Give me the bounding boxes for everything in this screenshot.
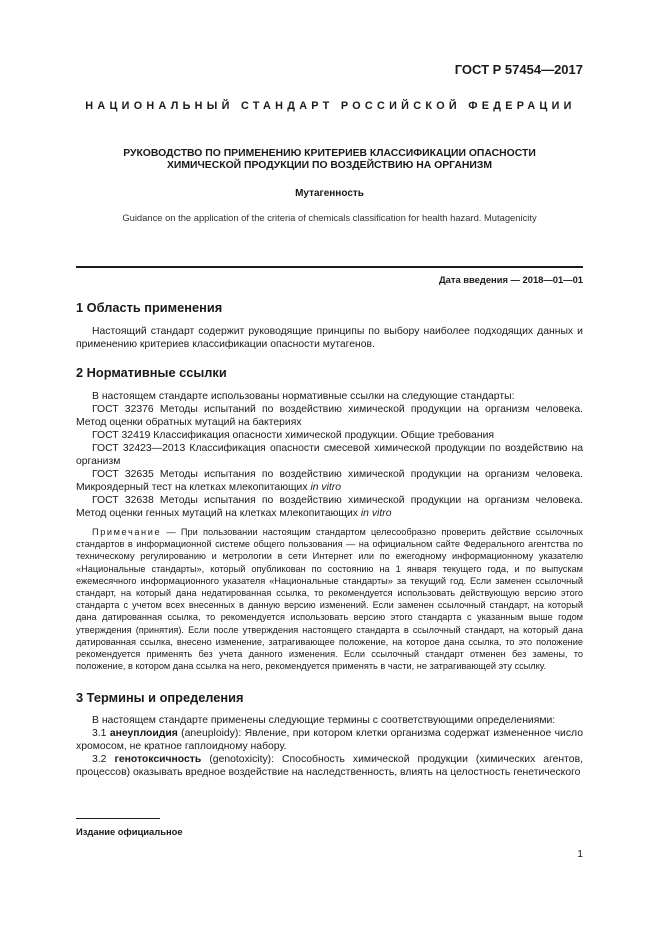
term-number: 3.2 [92,754,115,766]
term-text: (aneuploidy): Явление, при котором клетки организма содержат измененное число хромосом, не кратное гаплоидному набору. [76,728,583,753]
introduction-date: Дата введения — 2018—01—01 [438,274,583,285]
term-name: генотоксичность [114,754,202,766]
page-number: 1 [577,849,583,860]
normative-reference [76,494,583,520]
english-title: Guidance on the application of the criteria of chemicals classification for health hazard. Mutagenicity [122,212,537,223]
reference-text: ГОСТ 32635 Методы испытания по воздействию химической продукции на организм человека. Микроядерный тест на клетках млекопитающих [76,469,583,493]
title-line-1: РУКОВОДСТВО ПО ПРИМЕНЕНИЮ КРИТЕРИЕВ КЛАССИФИКАЦИИ ОПАСНОСТИ [123,148,536,159]
normative-reference: ГОСТ 32376 Методы испытаний по воздействию химической продукции на организм человека. Метод оценки обратных мутаций на бактериях [76,404,583,428]
standard-code: ГОСТ Р 57454—2017 [454,62,583,77]
normative-reference [76,468,583,494]
term-text: (genotoxicity): Способность химической продукции (химических агентов, процессов) оказывать вредное воздействие на наследственность, влиять на целостность генетического [76,754,583,779]
section-1-heading: 1 Область применения [76,300,223,315]
document-body [76,300,583,779]
section-3-intro: В настоящем стандарте применены следующие термины с соответствующими определениями: [92,715,556,727]
reference-italic: in vitro [360,508,392,519]
document-title [76,148,583,172]
term-name: анеуплоидия [109,728,178,740]
reference-text: ГОСТ 32638 Методы испытания по воздействию химической продукции на организм человека. Метод оценки генных мутаций на клетках млекопитающих [76,495,583,519]
title-divider [76,266,583,268]
term-definition [76,753,583,779]
section-1-text: Настоящий стандарт содержит руководящие принципы по выбору наиболее подходящих данных и применению критериев классификации опасности мутагенов. [76,326,583,350]
normative-reference: ГОСТ 32419 Классификация опасности химической продукции. Общие требования [92,430,494,441]
term-definition [76,727,583,753]
edition-label: Издание официальное [76,826,183,837]
reference-note [76,526,583,672]
document-subtitle: Мутагенность [295,188,364,199]
section-3-heading: 3 Термины и определения [76,690,244,706]
reference-italic: in vitro [310,482,342,493]
section-2-intro: В настоящем стандарте использованы нормативные ссылки на следующие стандарты: [92,391,515,402]
note-text: — При пользовании настоящим стандартом целесообразно проверить действие ссылочных стандартов в информационной системе общего пользования — на официальном сайте Федерального агентства по техническому регулированию и метрологии в сети Интернет или по ежегодному информационному указателю «Национальные стандарты», который опубликован по состоянию на 1 января текущего года, и по выпускам ежемесячного информационного указателя «Национальные стандарты» за текущий год. Если заменен ссылочный стандарт, на который дана недатированная ссылка, то рекомендуется использовать действующую версию этого стандарта с учетом всех внесенных в данную версию изменений. Если заменен ссылочный стандарт, на который дана датированная ссылка, то рекомендуется использовать версию этого стандарта с указанным выше годом утверждения (принятия). Если после утверждения настоящего стандарта в ссылочный стандарт, на который дана датированная ссылка, внесено изменение, затрагивающее положение, на которое дана ссылка, то это положение рекомендуется применять без учета данного изменения. Если ссылочный стандарт отменен без замены, то положение, в котором дана ссылка на него, рекомендуется применять в части, не затрагивающей эту ссылку. [76,527,583,672]
section-2-heading: 2 Нормативные ссылки [76,365,227,380]
note-label: Примечание [92,527,162,537]
title-line-2: ХИМИЧЕСКОЙ ПРОДУКЦИИ ПО ВОЗДЕЙСТВИЮ НА ОРГАНИЗМ [166,160,492,171]
national-standard-banner: НАЦИОНАЛЬНЫЙ СТАНДАРТ РОССИЙСКОЙ ФЕДЕРАЦИИ [85,100,576,112]
term-number: 3.1 [92,728,110,740]
normative-reference: ГОСТ 32423—2013 Классификация опасности смесевой химической продукции по воздействию на организм [76,443,583,467]
footer-divider [76,818,160,819]
